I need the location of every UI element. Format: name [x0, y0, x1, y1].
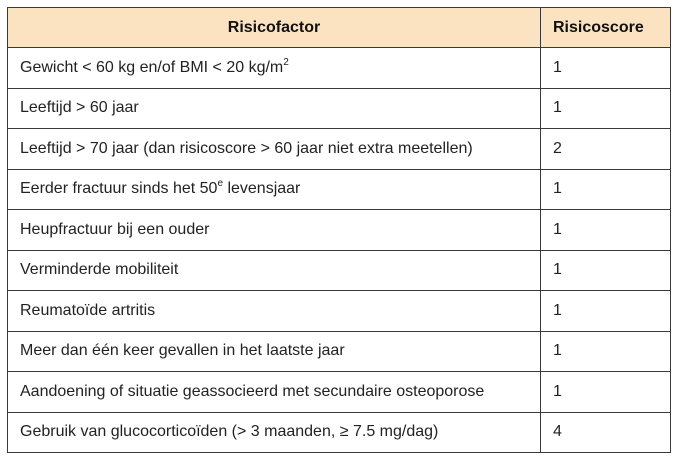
risk-factor-table — [7, 7, 671, 453]
table-row — [8, 129, 671, 170]
risk-factor-superscript: 2 — [283, 56, 289, 68]
table-row — [8, 250, 671, 291]
risk-factor-text: Eerder fractuur sinds het 50 — [20, 180, 218, 198]
table-row — [8, 331, 671, 372]
risk-factor-cell — [8, 129, 541, 170]
risk-score-cell: 4 — [541, 412, 671, 453]
risk-factor-text: Meer dan één keer gevallen in het laatste jaar — [20, 342, 345, 360]
risk-factor-text-tail: levensjaar — [223, 180, 301, 198]
table-header — [8, 8, 671, 48]
risk-table-container — [7, 7, 670, 453]
table-row — [8, 412, 671, 453]
risk-score-cell: 1 — [541, 372, 671, 413]
header-risk-score: Risicoscore — [541, 8, 671, 48]
risk-factor-cell — [8, 372, 541, 413]
risk-factor-text: Heupfractuur bij een ouder — [20, 220, 210, 238]
risk-score-cell: 1 — [541, 210, 671, 251]
risk-factor-text: Aandoening of situatie geassocieerd met secundaire osteoporose — [20, 382, 485, 400]
risk-factor-cell — [8, 48, 541, 89]
table-row — [8, 210, 671, 251]
risk-score-cell: 1 — [541, 48, 671, 89]
table-row — [8, 169, 671, 210]
table-row — [8, 48, 671, 89]
risk-factor-cell — [8, 250, 541, 291]
risk-factor-cell — [8, 291, 541, 332]
risk-factor-cell — [8, 210, 541, 251]
risk-factor-cell — [8, 169, 541, 210]
risk-score-cell: 1 — [541, 88, 671, 129]
header-row — [8, 8, 671, 48]
risk-factor-text: Leeftijd > 70 jaar (dan risicoscore > 60 jaar niet extra meetellen) — [20, 139, 473, 157]
table-row — [8, 88, 671, 129]
risk-factor-cell — [8, 88, 541, 129]
risk-factor-cell — [8, 331, 541, 372]
risk-factor-superscript: e — [217, 178, 223, 190]
risk-factor-text: Gebruik van glucocorticoïden (> 3 maanden, ≥ 7.5 mg/dag) — [20, 423, 439, 441]
risk-score-cell: 1 — [541, 169, 671, 210]
table-row — [8, 372, 671, 413]
table-body — [8, 48, 671, 453]
risk-factor-text: Reumatoïde artritis — [20, 301, 156, 319]
risk-score-cell: 1 — [541, 331, 671, 372]
risk-score-cell: 2 — [541, 129, 671, 170]
risk-score-cell: 1 — [541, 250, 671, 291]
risk-factor-text: Leeftijd > 60 jaar — [20, 99, 139, 117]
header-risk-factor: Risicofactor — [8, 8, 541, 48]
table-row — [8, 291, 671, 332]
risk-factor-text: Verminderde mobiliteit — [20, 261, 179, 279]
risk-score-cell: 1 — [541, 291, 671, 332]
risk-factor-text: Gewicht < 60 kg en/of BMI < 20 kg/m — [20, 58, 284, 76]
risk-factor-cell — [8, 412, 541, 453]
